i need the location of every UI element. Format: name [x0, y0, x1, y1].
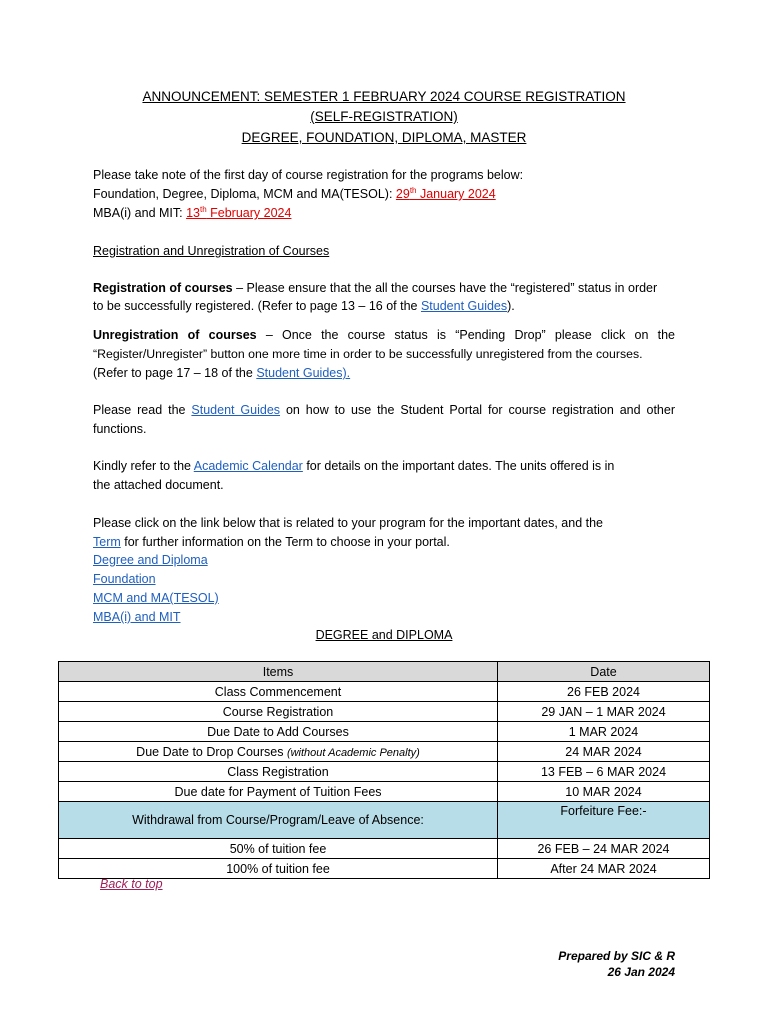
header-date: Date [498, 662, 710, 682]
table-row: Due Date to Drop Courses (without Academic Penalty) 24 MAR 2024 [59, 742, 710, 762]
guides-line-1: Please read the Student Guides on how to use the Student Portal for course registration and other [93, 403, 675, 417]
links-intro-line-2: Term for further information on the Term to choose in your portal. [93, 535, 450, 549]
unregistration-line-2: “Register/Unregister” button one more time in order to be successfully unregistered from the courses. [93, 347, 643, 361]
prepared-date: 26 Jan 2024 [607, 965, 675, 979]
table-row: Due Date to Add Courses 1 MAR 2024 [59, 722, 710, 742]
guides-line-2: functions. [93, 422, 147, 436]
student-guides-link-3[interactable]: Student Guides [191, 403, 281, 417]
table-row: 100% of tuition fee After 24 MAR 2024 [59, 859, 710, 879]
announcement-programs: DEGREE, FOUNDATION, DIPLOMA, MASTER [241, 130, 527, 145]
program-date-1: 29th January 2024 [395, 185, 496, 201]
header-items: Items [59, 662, 498, 682]
student-guides-link-2[interactable]: Student Guides). [256, 366, 351, 380]
table-row: Course Registration 29 JAN – 1 MAR 2024 [59, 702, 710, 722]
dates-table [58, 661, 710, 879]
mcm-matesol-link[interactable]: MCM and MA(TESOL) [93, 591, 219, 605]
program-date-2: 13th February 2024 [186, 204, 292, 220]
calendar-line-2: the attached document. [93, 478, 224, 492]
back-to-top-link[interactable]: Back to top [100, 877, 163, 891]
table-title: DEGREE and DIPLOMA [315, 628, 453, 642]
links-intro-line-1: Please click on the link below that is related to your program for the important dates, and the [93, 516, 603, 530]
foundation-link[interactable]: Foundation [93, 572, 156, 586]
unregistration-line-1: Unregistration of courses – Once the course status is “Pending Drop” please click on the [93, 328, 675, 342]
mba-mit-link[interactable]: MBA(i) and MIT [93, 610, 181, 624]
term-link[interactable]: Term [93, 535, 121, 549]
unregistration-line-3: (Refer to page 17 – 18 of the Student Guides). [93, 366, 351, 380]
degree-diploma-link[interactable]: Degree and Diploma [93, 553, 208, 567]
withdrawal-row [59, 802, 710, 839]
table-row: Class Commencement 26 FEB 2024 [59, 682, 710, 702]
academic-calendar-link[interactable]: Academic Calendar [193, 459, 303, 473]
table-row: 50% of tuition fee 26 FEB – 24 MAR 2024 [59, 839, 710, 859]
table-row: Due date for Payment of Tuition Fees 10 MAR 2024 [59, 782, 710, 802]
drop-note: (without Academic Penalty) [286, 746, 420, 759]
intro-text: Please take note of the first day of course registration for the programs below: [93, 168, 524, 182]
announcement-title: ANNOUNCEMENT: SEMESTER 1 FEBRUARY 2024 COURSE REGISTRATION [142, 89, 626, 104]
announcement-subtitle: (SELF-REGISTRATION) [310, 109, 458, 124]
table-header-row [59, 662, 710, 682]
program-date-line-2: MBA(i) and MIT: 13th February 2024 [93, 204, 292, 220]
calendar-line-1: Kindly refer to the Academic Calendar for details on the important dates. The units offered is in [93, 459, 615, 473]
prepared-by: Prepared by SIC & R [558, 949, 675, 963]
withdrawal-label: Withdrawal from Course/Program/Leave of Absence: [59, 802, 498, 839]
registration-line-1: Registration of courses – Please ensure that the all the courses have the “registered” status in order [93, 281, 658, 295]
registration-line-2: to be successfully registered. (Refer to page 13 – 16 of the Student Guides). [93, 299, 515, 313]
student-guides-link-1[interactable]: Student Guides [420, 299, 508, 313]
program-date-line-1: Foundation, Degree, Diploma, MCM and MA(TESOL): 29th January 2024 [93, 185, 496, 201]
section-title: Registration and Unregistration of Courses [93, 244, 330, 258]
table-row: Class Registration 13 FEB – 6 MAR 2024 [59, 762, 710, 782]
forfeiture-label: Forfeiture Fee:- [498, 802, 710, 839]
